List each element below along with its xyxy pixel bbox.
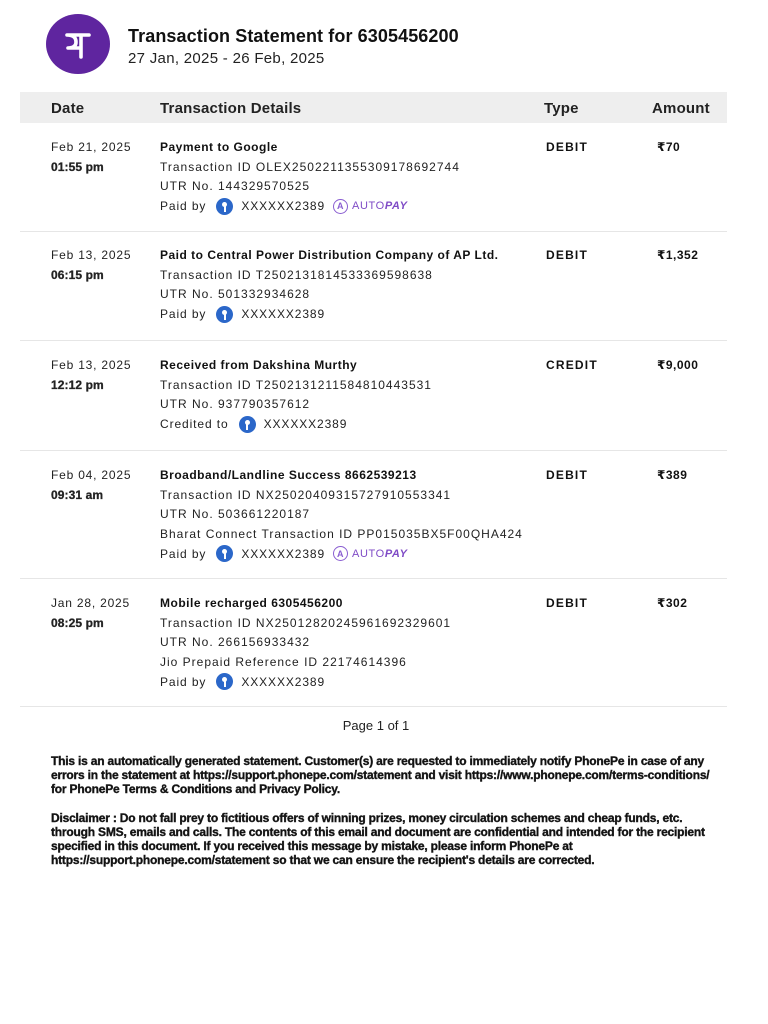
account-number: XXXXXX2389 bbox=[241, 674, 326, 689]
transaction-date: Jan 28, 2025 bbox=[51, 596, 130, 610]
payment-source bbox=[160, 544, 540, 564]
transaction-time: 08:25 pm bbox=[51, 616, 104, 630]
transaction-amount: ₹302 bbox=[657, 596, 688, 610]
utr-number: UTR No. 501332934628 bbox=[160, 287, 311, 301]
transaction-amount: ₹9,000 bbox=[657, 358, 699, 372]
transaction-date: Feb 21, 2025 bbox=[51, 140, 132, 154]
utr-number: UTR No. 266156933432 bbox=[160, 635, 311, 649]
column-header-details: Transaction Details bbox=[160, 100, 302, 117]
transaction-details bbox=[160, 468, 540, 564]
transaction-details bbox=[160, 140, 540, 216]
table-row bbox=[20, 124, 727, 232]
autopay-badge bbox=[333, 546, 408, 561]
paid-by-label: Paid by bbox=[160, 199, 207, 213]
column-header-amount: Amount bbox=[652, 100, 710, 117]
utr-number: UTR No. 937790357612 bbox=[160, 397, 311, 411]
page-indicator: Page 1 of 1 bbox=[342, 718, 410, 733]
account-number: XXXXXX2389 bbox=[241, 307, 326, 321]
paid-by-label: Paid by bbox=[160, 307, 207, 321]
transaction-time: 06:15 pm bbox=[51, 268, 104, 282]
transaction-amount: ₹389 bbox=[657, 468, 688, 482]
transaction-type: DEBIT bbox=[546, 468, 588, 482]
transaction-type: DEBIT bbox=[546, 248, 588, 262]
transaction-details bbox=[160, 358, 540, 434]
transaction-title: Broadband/Landline Success 8662539213 bbox=[160, 468, 417, 482]
transaction-details bbox=[160, 596, 540, 692]
transaction-id: Transaction ID T2502131814533369598638 bbox=[160, 267, 433, 282]
sbi-bank-icon bbox=[216, 198, 233, 215]
transaction-type: DEBIT bbox=[546, 140, 588, 154]
transaction-time: 12:12 pm bbox=[51, 378, 104, 392]
table-header bbox=[20, 92, 727, 123]
transaction-details bbox=[160, 248, 540, 324]
autopay-pay-text: PAY bbox=[384, 200, 408, 212]
bharat-connect-id: Bharat Connect Transaction ID PP015035BX5F00QHA424 bbox=[160, 526, 523, 541]
transaction-title: Paid to Central Power Distribution Company of AP Ltd. bbox=[160, 248, 499, 262]
transaction-type: DEBIT bbox=[546, 596, 588, 610]
payment-source bbox=[160, 672, 540, 692]
account-number: XXXXXX2389 bbox=[263, 417, 348, 431]
autopay-auto-text: AUTO bbox=[352, 547, 385, 560]
table-row bbox=[20, 452, 727, 579]
transaction-id: Transaction ID NX2501282024596169232960​1 bbox=[160, 615, 452, 630]
transaction-time: 01:55 pm bbox=[51, 160, 104, 174]
account-number: XXXXXX2389 bbox=[241, 199, 326, 213]
phonepe-logo bbox=[46, 14, 110, 74]
statement-title: Transaction Statement for 6305456200 bbox=[128, 26, 459, 46]
transaction-time: 09:31 am bbox=[51, 488, 104, 502]
payment-destination bbox=[160, 414, 540, 434]
jio-reference-id: Jio Prepaid Reference ID 22174614396 bbox=[160, 654, 407, 669]
table-row bbox=[20, 342, 727, 451]
transaction-title: Payment to Google bbox=[160, 140, 278, 154]
transaction-id: Transaction ID OLEX2502211355309178692744 bbox=[160, 159, 460, 174]
transaction-amount: ₹1,352 bbox=[657, 248, 699, 262]
column-header-type: Type bbox=[544, 100, 579, 117]
transaction-id: Transaction ID NX2502040931572791055334​1 bbox=[160, 487, 452, 502]
account-number: XXXXXX2389 bbox=[241, 546, 326, 561]
transaction-title: Received from Dakshina Murthy bbox=[160, 358, 358, 372]
transaction-date: Feb 13, 2025 bbox=[51, 248, 132, 262]
paid-by-label: Paid by bbox=[160, 674, 207, 689]
phonepe-logo-glyph bbox=[58, 24, 98, 64]
sbi-bank-icon bbox=[239, 416, 256, 433]
payment-source bbox=[160, 304, 540, 324]
autopay-icon: A bbox=[333, 546, 348, 561]
sbi-bank-icon bbox=[216, 306, 233, 323]
utr-number: UTR No. 503661220187 bbox=[160, 507, 311, 521]
payment-source bbox=[160, 196, 540, 216]
transaction-date: Feb 04, 2025 bbox=[51, 468, 132, 482]
disclaimer-text: Disclaimer : Do not fall prey to fictitious offers of winning prizes, money circulation schemes and cheap funds, etc. through SMS, emails and calls. The contents of this email and document are confidential and intended for the recipient specified in this document. If you received this message by mistake, please inform PhonePe at https://support.phonepe.com/statement so that we can ensure the recipient's details are corrected. bbox=[51, 811, 705, 867]
autopay-icon: A bbox=[333, 199, 348, 214]
transaction-title: Mobile recharged 6305456200 bbox=[160, 596, 343, 610]
transaction-type: CREDIT bbox=[546, 358, 598, 372]
transaction-date: Feb 13, 2025 bbox=[51, 358, 132, 372]
paid-by-label: Paid by bbox=[160, 546, 207, 561]
sbi-bank-icon bbox=[216, 545, 233, 562]
credited-to-label: Credited to bbox=[160, 417, 229, 431]
table-row bbox=[20, 232, 727, 341]
autopay-badge bbox=[333, 199, 408, 214]
autopay-auto-text: AUTO bbox=[352, 200, 385, 212]
table-row bbox=[20, 580, 727, 707]
statement-notice: This is an automatically generated statement. Customer(s) are requested to immediately notify PhonePe in case of any errors in the statement at https://support.phonepe.com/statement and visit https://www.phonepe.com/terms-conditions/ for PhonePe Terms & Conditions and Privacy Policy. bbox=[51, 754, 710, 796]
column-header-date: Date bbox=[51, 100, 85, 117]
autopay-pay-text: PAY bbox=[384, 547, 408, 560]
sbi-bank-icon bbox=[216, 673, 233, 690]
utr-number: UTR No. 144329570525 bbox=[160, 179, 311, 193]
statement-date-range: 27 Jan, 2025 - 26 Feb, 2025 bbox=[128, 50, 325, 67]
transaction-amount: ₹70 bbox=[657, 140, 681, 154]
transaction-id: Transaction ID T2502131211584810443531 bbox=[160, 377, 432, 392]
